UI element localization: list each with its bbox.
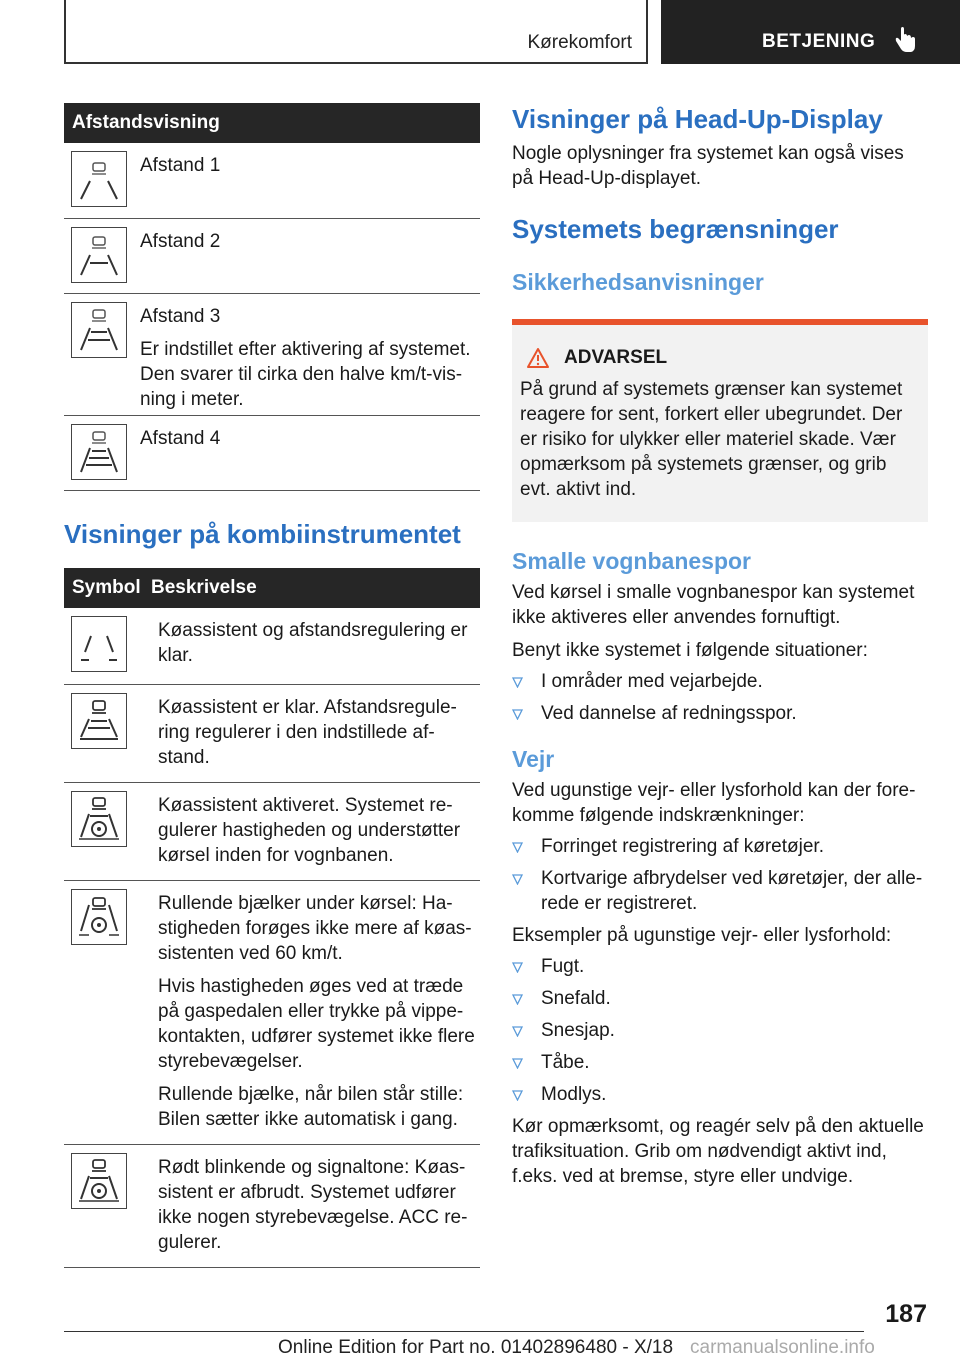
list-item: Snefald. — [512, 986, 928, 1011]
triangle-bullet-icon — [512, 842, 523, 853]
safety-heading: Sikkerhedsanvisninger — [512, 269, 764, 295]
closing-text: Kør opmærksomt, og reagér selv på den aktuelle trafiksituation. Grib om nødvendigt aktivt ind, f.eks. ved at bremse, styre eller undvige. — [512, 1116, 924, 1187]
triangle-bullet-icon — [512, 1058, 523, 1069]
list-item: I områder med vejarbejde. — [512, 669, 928, 694]
triangle-bullet-icon — [512, 994, 523, 1005]
col-symbol: Symbol — [72, 577, 141, 598]
triangle-bullet-icon — [512, 962, 523, 973]
distance-2-icon — [71, 227, 127, 283]
col-description: Beskrivelse — [151, 577, 257, 598]
kombi-row-text: Køassistent og afstandsregulering er klar. — [158, 620, 468, 666]
footer-edition: Online Edition for Part no. 01402896480 - X/18 — [278, 1337, 674, 1358]
list-item: Kortvarige afbrydelser ved køretøjer, der alle-rede er registreret. — [512, 866, 928, 916]
warning-triangle-icon — [526, 347, 550, 369]
examples-list — [512, 954, 928, 1107]
list-item: Modlys. — [512, 1082, 928, 1107]
distance-3-icon — [71, 302, 127, 358]
narrow-lanes-text-2: Benyt ikke systemet i følgende situationer: — [512, 640, 868, 661]
footer-watermark: carmanualsonline.info — [690, 1337, 875, 1358]
narrow-lanes-heading: Smalle vognbanespor — [512, 548, 752, 574]
distance-4-icon — [71, 424, 127, 480]
weather-list — [512, 834, 928, 916]
acc-active-steering-icon — [71, 791, 127, 847]
header-chapter-title: BETJENING — [762, 31, 876, 52]
distance-row-text: Afstand 2 — [140, 231, 221, 252]
hand-pointer-icon — [894, 27, 916, 53]
distance-1-icon — [71, 151, 127, 207]
acc-regulating-icon — [71, 693, 127, 749]
warning-title: ADVARSEL — [564, 347, 668, 368]
limits-heading: Systemets begrænsninger — [512, 214, 839, 244]
narrow-lanes-list — [512, 669, 928, 726]
list-item: Forringet registrering af køretøjer. — [512, 834, 928, 859]
header-section-box — [64, 0, 648, 64]
kombi-row-text: Køassistent aktiveret. Systemet re-gulerer hastigheden og understøtter kørsel inden for vognbanen. — [158, 795, 461, 866]
triangle-bullet-icon — [512, 1026, 523, 1037]
triangle-bullet-icon — [512, 1090, 523, 1101]
acc-interrupted-icon — [71, 1153, 127, 1209]
rolling-bars-icon — [71, 889, 127, 945]
kombi-table-header — [64, 568, 480, 608]
distance-table-heading: Afstandsvisning — [64, 103, 480, 143]
header-section-title: Kørekomfort — [527, 32, 632, 53]
hud-text: Nogle oplysninger fra systemet kan også vises på Head-Up-displayet. — [512, 143, 904, 189]
table-row — [64, 294, 480, 416]
distance-row-text: Afstand 3 — [140, 306, 221, 327]
kombi-heading: Visninger på kombiinstrumentet — [64, 519, 461, 549]
kombi-row-text: Rødt blinkende og signaltone: Køas-sistent er afbrudt. Systemet udfører ikke nogen styrebevægelse. ACC re-gulerer. — [158, 1157, 468, 1253]
triangle-bullet-icon — [512, 709, 523, 720]
table-row — [64, 143, 480, 219]
list-item: Tåbe. — [512, 1050, 928, 1075]
acc-ready-icon — [71, 616, 127, 672]
examples-text: Eksempler på ugunstige vejr- eller lysforhold: — [512, 925, 892, 946]
footer-divider — [64, 1331, 864, 1332]
triangle-bullet-icon — [512, 874, 523, 885]
kombi-row-text: Køassistent er klar. Afstandsregule-ring regulerer i den indstillede af-stand. — [158, 697, 457, 768]
triangle-bullet-icon — [512, 677, 523, 688]
header-chapter-box — [661, 0, 960, 64]
weather-text: Ved ugunstige vejr- eller lysforhold kan der fore-komme følgende indskrænkninger: — [512, 780, 916, 826]
weather-heading: Vejr — [512, 746, 555, 772]
table-row — [64, 685, 480, 783]
table-row — [64, 219, 480, 294]
table-row — [64, 1145, 480, 1268]
kombi-row-text: Rullende bjælker under kørsel: Ha-stigheden forøges ikke mere af køas-sistenten ved 60 km/t. — [158, 893, 472, 964]
distance-row-text: Er indstillet efter aktivering af systemet. Den svarer til cirka den halve km/t-vis-ning i meter. — [140, 339, 471, 410]
distance-row-text: Afstand 4 — [140, 428, 221, 449]
table-row — [64, 608, 480, 685]
kombi-row-text: Rullende bjælke, når bilen står stille: Bilen sætter ikke automatisk i gang. — [158, 1084, 464, 1130]
list-item: Ved dannelse af redningsspor. — [512, 701, 928, 726]
table-row — [64, 783, 480, 881]
warning-text: På grund af systemets grænser kan systemet reagere for sent, forkert eller ubegrundet. Der er risiko for ulykker eller materiel skade. Vær opmærksom på systemets grænser, og grib evt. aktivt ind. — [520, 379, 903, 500]
page-number: 187 — [885, 1300, 927, 1328]
list-item: Fugt. — [512, 954, 928, 979]
narrow-lanes-text: Ved kørsel i smalle vognbanespor kan systemet ikke aktiveres eller anvendes fornuftigt. — [512, 582, 915, 628]
table-row — [64, 881, 480, 1145]
hud-heading: Visninger på Head-Up-Display — [512, 104, 883, 134]
distance-row-text: Afstand 1 — [140, 155, 221, 176]
warning-box — [512, 319, 928, 522]
kombi-row-text: Hvis hastigheden øges ved at træde på gaspedalen eller trykke på vippe-kontakten, udfører systemet ikke flere styrebevægelser. — [158, 976, 475, 1072]
table-row — [64, 416, 480, 491]
left-column — [64, 103, 480, 1268]
list-item: Snesjap. — [512, 1018, 928, 1043]
right-column — [512, 103, 928, 1189]
